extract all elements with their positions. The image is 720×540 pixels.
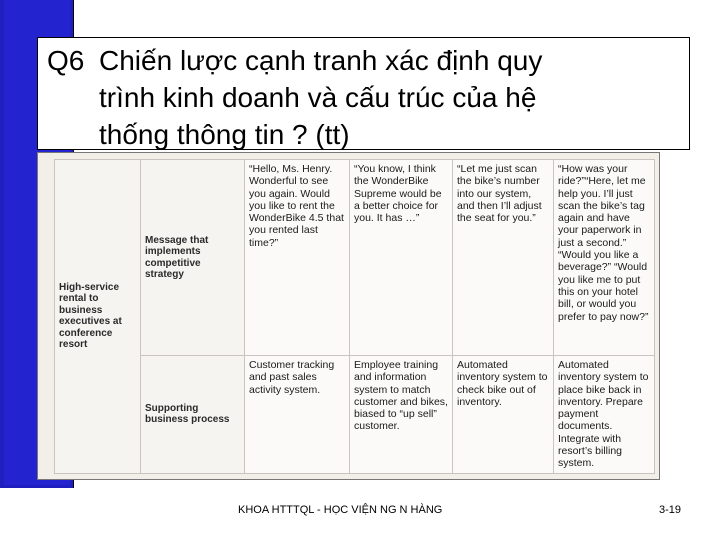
table-row: [55, 160, 655, 356]
title-line-2: trình kinh doanh và cấu trúc của hệ: [99, 82, 537, 113]
table-cell: “Let me just scan the bike’s number into our system, and then I’ll adjust the seat for you.”: [453, 160, 554, 356]
row-label-message: Message that implements competitive strategy: [141, 160, 245, 356]
table-cell: Automated inventory system to place bike back in inventory. Prepare payment documents. Integrate with resort’s billing system.: [554, 356, 655, 474]
slide-footer: KHOA HTTTQL - HỌC VIỆN NG N HÀNG: [238, 504, 443, 516]
strategy-table-figure: [37, 152, 660, 480]
title-question-number: Q6: [47, 45, 85, 76]
title-line-3: thống thông tin ? (tt): [99, 119, 350, 150]
table-cell: Employee training and information system to match customer and bikes, biased to “up sell” customer.: [350, 356, 453, 474]
title-line-1: [47, 42, 683, 79]
table-cell: “You know, I think the WonderBike Supreme would be a better choice for you. It has …”: [350, 160, 453, 356]
slide-title-box: [37, 37, 690, 150]
table-row: [55, 356, 655, 474]
row-label-process: Supporting business process: [141, 356, 245, 474]
table-cell: “How was your ride?”“Here, let me help you. I’ll just scan the bike’s tag again and have your paperwork in just a second.” “Would you like a beverage?” “Would you like me to put this on your hotel bill, or would you prefer to pay now?”: [554, 160, 655, 356]
table-cell: “Hello, Ms. Henry. Wonderful to see you again. Would you like to rent the WonderBike 4.5 that you rented last time?”: [245, 160, 350, 356]
page-number: 3-19: [659, 504, 682, 516]
row-header-cell: High-service rental to business executives at conference resort: [55, 160, 141, 474]
slide-title: [47, 42, 683, 153]
table-cell: Customer tracking and past sales activity system.: [245, 356, 350, 474]
title-line-1-text: Chiến lược cạnh tranh xác định quy: [99, 45, 543, 76]
strategy-table: [54, 159, 655, 474]
table-cell: Automated inventory system to check bike out of inventory.: [453, 356, 554, 474]
